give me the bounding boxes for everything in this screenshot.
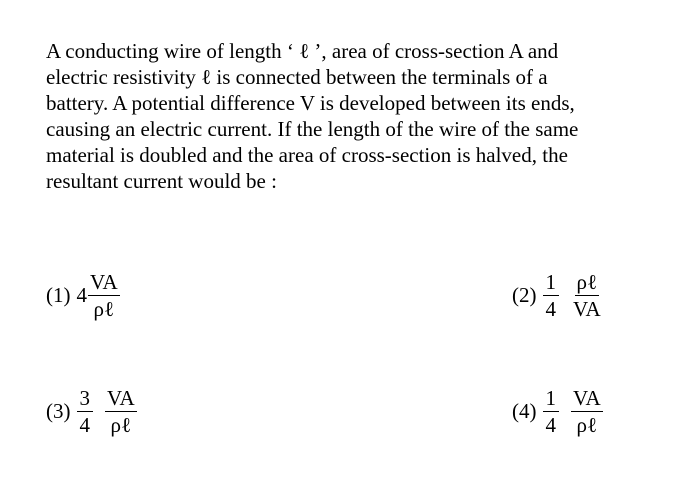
fraction-denominator: VA xyxy=(573,297,601,321)
option-number: (1) xyxy=(46,283,71,307)
fraction-denominator: 4 xyxy=(545,297,556,321)
fraction-numerator: 1 xyxy=(543,270,560,296)
option-fraction xyxy=(88,270,120,321)
question-line: A conducting wire of length ‘ ℓ ’, area of cross-section A and xyxy=(46,39,559,63)
option-coefficient-fraction xyxy=(77,386,94,437)
option-coefficient-fraction xyxy=(543,386,560,437)
fraction-numerator: VA xyxy=(90,270,118,294)
question-text xyxy=(46,38,616,194)
fraction-numerator: 1 xyxy=(543,386,560,412)
question-line: electric resistivity ℓ is connected between the terminals of a xyxy=(46,65,548,89)
option-fraction xyxy=(105,386,137,437)
fraction-denominator: 4 xyxy=(545,413,556,437)
option-number: (2) xyxy=(512,283,537,307)
fraction-denominator: 4 xyxy=(79,413,90,437)
option-number: (4) xyxy=(512,399,537,423)
question-line: causing an electric current. If the length of the wire of the same xyxy=(46,117,579,141)
fraction-numerator: 3 xyxy=(77,386,94,412)
option-coefficient: 4 xyxy=(76,283,87,307)
option-1[interactable] xyxy=(46,270,120,321)
question-line: battery. A potential difference V is developed between its ends, xyxy=(46,91,575,115)
question-line: resultant current would be : xyxy=(46,169,277,193)
option-fraction xyxy=(571,270,603,321)
fraction-denominator: ρℓ xyxy=(110,413,132,437)
option-4[interactable] xyxy=(512,386,603,437)
option-number: (3) xyxy=(46,399,71,423)
fraction-denominator: ρℓ xyxy=(576,413,598,437)
fraction-numerator: ρℓ xyxy=(576,270,598,294)
question-line: material is doubled and the area of cross-section is halved, the xyxy=(46,143,568,167)
fraction-numerator: VA xyxy=(107,386,135,410)
option-coefficient-fraction xyxy=(543,270,560,321)
option-3[interactable] xyxy=(46,386,137,437)
option-2[interactable] xyxy=(512,270,603,321)
option-fraction xyxy=(571,386,603,437)
fraction-numerator: VA xyxy=(573,386,601,410)
fraction-denominator: ρℓ xyxy=(93,297,115,321)
